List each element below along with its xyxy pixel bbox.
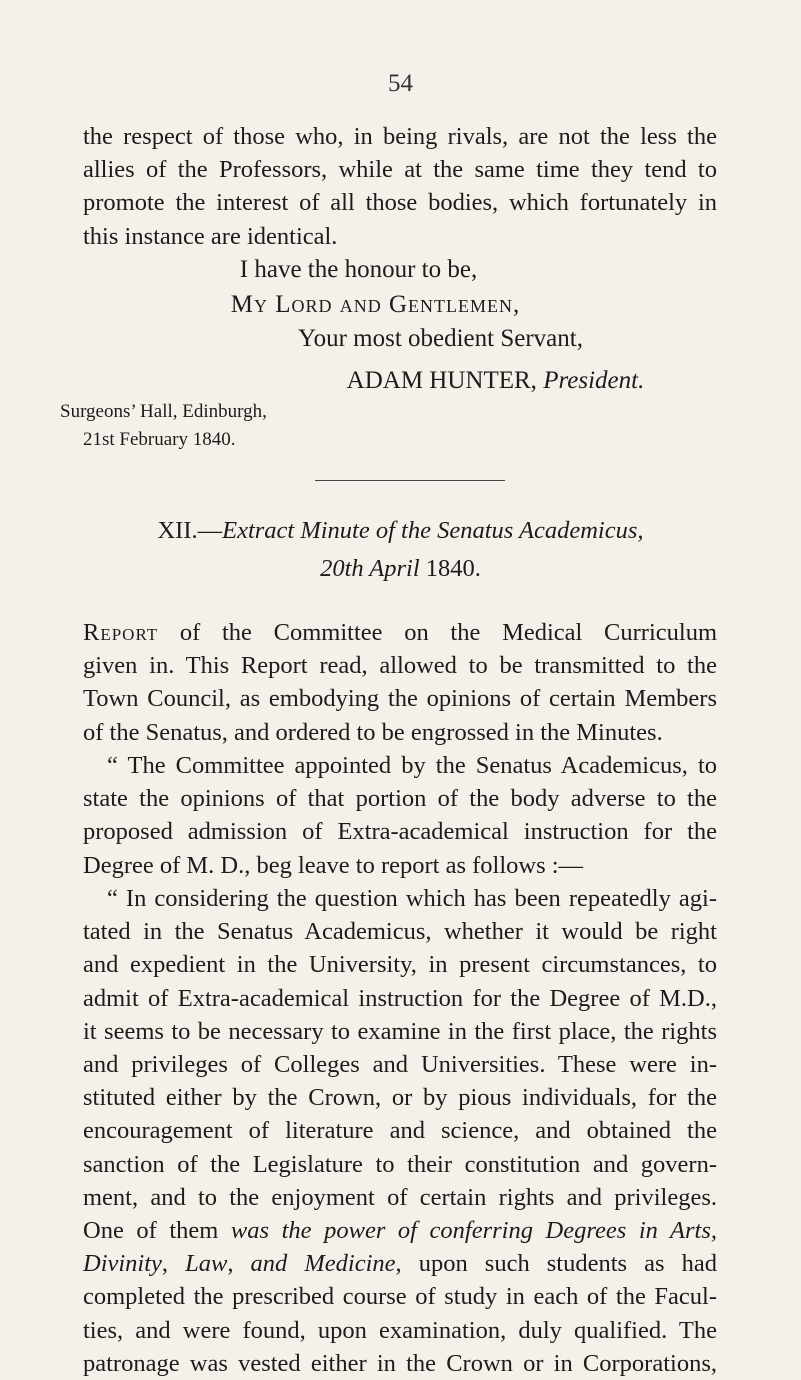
text-line: “ In considering the question which has been repeatedly agi- xyxy=(107,885,717,912)
text-line: ties, and were found, upon examination, duly qualified. The xyxy=(83,1316,717,1344)
text-line: Report of the Committee on the Medical Curriculum xyxy=(83,619,717,646)
text-line: promote the interest of all those bodies, which fortunately in xyxy=(83,189,717,217)
closing-honour: I have the honour to be, xyxy=(239,256,478,283)
text-line: One of them was the power of conferring Degrees in Arts, xyxy=(83,1217,717,1245)
text-line: tated in the Senatus Academicus, whether it would be right xyxy=(83,918,717,946)
text-line: and expedient in the University, in present circumstances, to xyxy=(83,951,717,979)
closing-salutation xyxy=(0,291,776,319)
report-lead: Report xyxy=(83,619,159,646)
text-line: the respect of those who, in being rivals, are not the less the xyxy=(83,123,717,150)
address-line-2: 21st February 1840. xyxy=(83,429,236,450)
text-line: ment, and to the enjoyment of certain rights and privileges. xyxy=(83,1183,717,1211)
text-line: Town Council, as embodying the opinions of certain Members xyxy=(83,685,717,713)
section-divider xyxy=(315,480,505,481)
text-line: sanction of the Legislature to their constitution and govern- xyxy=(83,1150,717,1178)
section-title: Extract Minute of the Senatus Academicus, xyxy=(222,517,644,544)
text-line: admit of Extra-academical instruction for the Degree of M.D., xyxy=(83,984,717,1012)
report-paragraph-3 xyxy=(83,882,717,1380)
text-line: “ The Committee appointed by the Senatus Academicus, to xyxy=(107,752,717,779)
text-line: proposed admission of Extra-academical instruction for the xyxy=(83,818,717,846)
text-line: Divinity, Law, and Medicine, upon such students as had xyxy=(83,1250,718,1278)
signature xyxy=(95,367,801,395)
intro-paragraph xyxy=(83,120,717,253)
text-line: stituted either by the Crown, or by pious individuals, for the xyxy=(83,1084,717,1112)
report-paragraph-2 xyxy=(83,749,717,882)
text-line: of the Senatus, and ordered to be engrossed in the Minutes. xyxy=(83,718,663,746)
report-paragraph-1 xyxy=(83,616,717,749)
section-date-year: 1840. xyxy=(419,555,481,582)
section-number: XII.— xyxy=(157,517,223,544)
text-line: Degree of M. D., beg leave to report as follows :— xyxy=(83,851,584,879)
section-date-day: 20th April xyxy=(320,555,420,582)
page-number: 54 xyxy=(388,70,413,97)
text-line: it seems to be necessary to examine in the first place, the rights xyxy=(83,1017,717,1045)
text-line: encouragement of literature and science, and obtained the xyxy=(83,1117,717,1145)
text-line: patronage was vested either in the Crown or in Corporations, xyxy=(83,1349,717,1377)
text-line: allies of the Professors, while at the same time they tend to xyxy=(83,156,717,184)
closing-servant: Your most obedient Servant, xyxy=(298,325,583,352)
text-line: and privileges of Colleges and Universities. These were in- xyxy=(83,1051,717,1079)
address-line-1: Surgeons’ Hall, Edinburgh, xyxy=(60,401,267,422)
signer-title: President. xyxy=(543,367,645,394)
signer-name: ADAM HUNTER, xyxy=(346,367,537,394)
text-line: given in. This Report read, allowed to be transmitted to the xyxy=(83,652,717,680)
text-line: completed the prescribed course of study in each of the Facul- xyxy=(83,1283,717,1311)
salutation-text: My Lord and Gentlemen, xyxy=(230,291,521,318)
text-line: this instance are identical. xyxy=(83,222,338,250)
text-line: state the opinions of that portion of the body adverse to the xyxy=(83,785,717,813)
section-heading xyxy=(0,512,801,588)
